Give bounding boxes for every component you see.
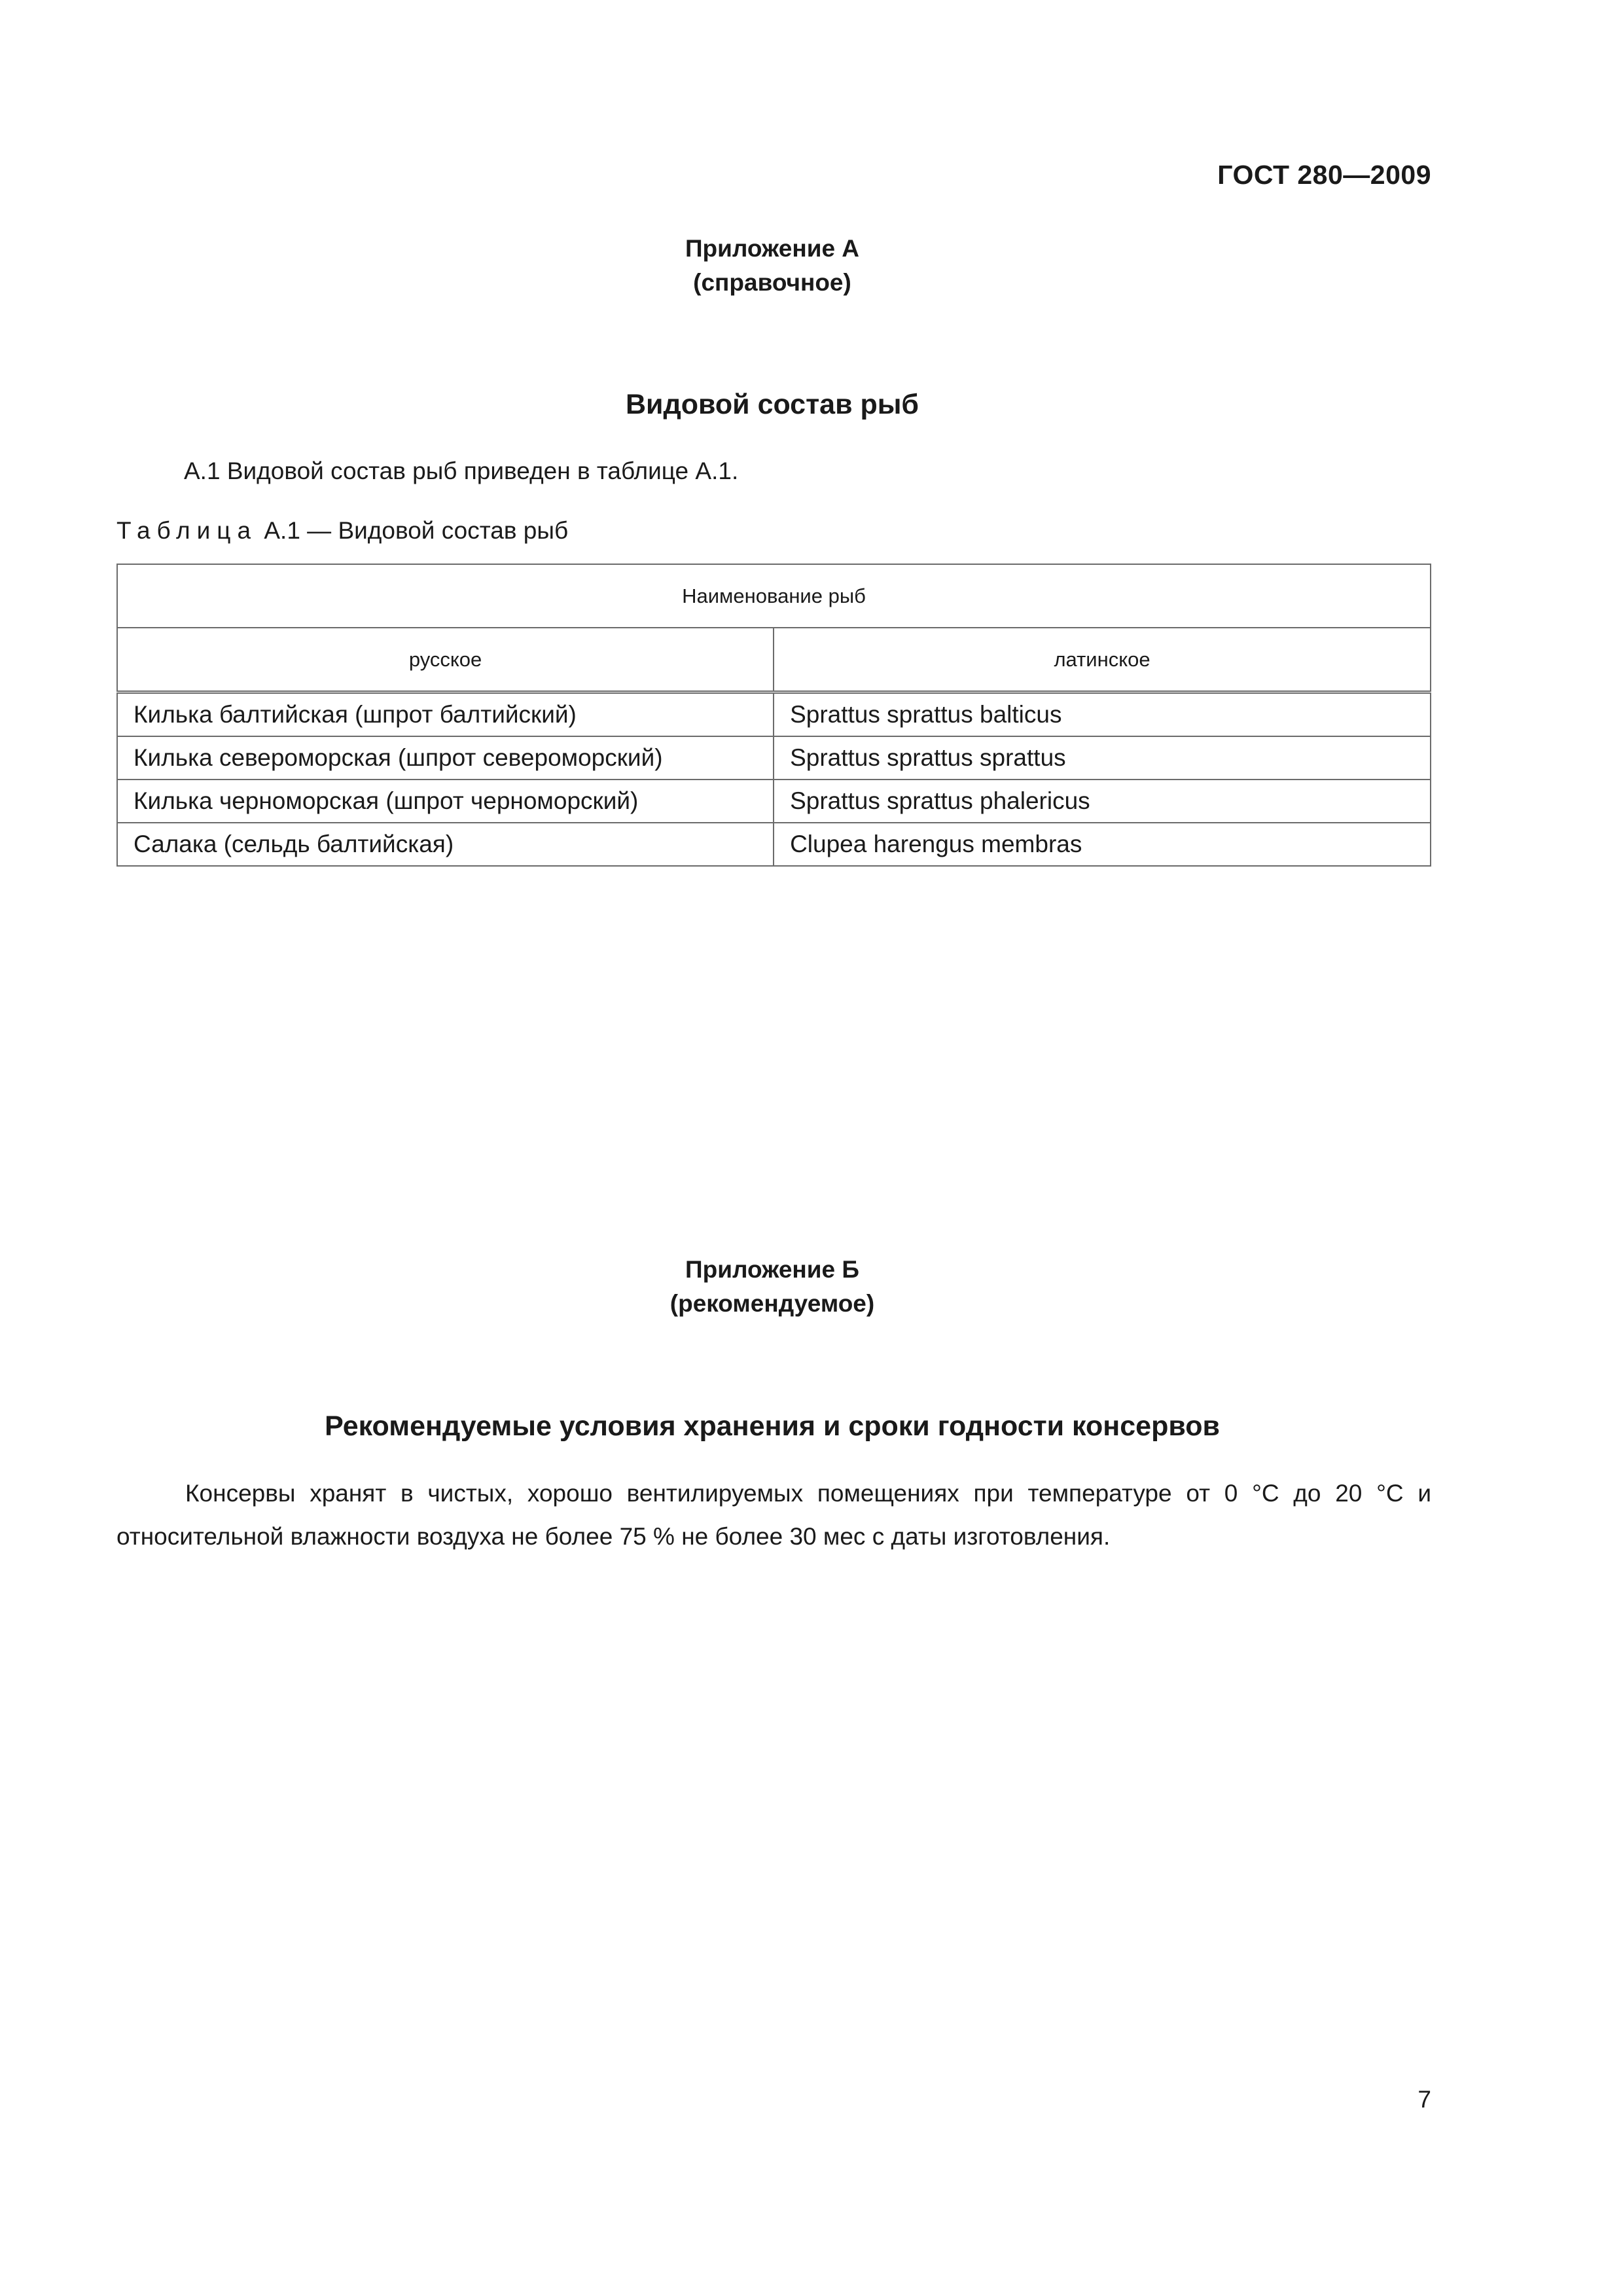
annex-b-paragraph-text: Консервы хранят в чистых, хорошо вентилируемых помещениях при температуре от 0 °С до 20 °С и относительной влажности воздуха не более 75 % не более 30 мес с даты изготовления. (116, 1480, 1431, 1550)
table-row (117, 736, 1431, 780)
table-caption (116, 517, 568, 545)
cell-latin-name: Sprattus sprattus balticus (774, 692, 1431, 737)
table-row (117, 823, 1431, 866)
cell-russian-name: Килька балтийская (шпрот балтийский) (117, 692, 774, 737)
table-column-header-row (117, 628, 1431, 692)
fish-species-table (116, 564, 1431, 867)
cell-latin-name: Sprattus sprattus sprattus (774, 736, 1431, 780)
table-row (117, 780, 1431, 823)
annex-a-label (0, 232, 1544, 300)
column-header-latin: латинское (774, 628, 1431, 692)
annex-b-heading: Рекомендуемые условия хранения и сроки годности консервов (325, 1410, 1220, 1442)
annex-a-status: (справочное) (693, 269, 851, 296)
table-caption-text: А.1 — Видовой состав рыб (257, 517, 569, 544)
annex-a-heading: Видовой состав рыб (626, 389, 919, 420)
cell-latin-name: Sprattus sprattus phalericus (774, 780, 1431, 823)
annex-a-title: Приложение А (685, 235, 860, 262)
table-row (117, 692, 1431, 737)
cell-russian-name: Салака (сельдь балтийская) (117, 823, 774, 866)
table-group-header: Наименование рыб (117, 564, 1431, 628)
cell-russian-name: Килька североморская (шпрот североморский) (117, 736, 774, 780)
column-header-russian: русское (117, 628, 774, 692)
annex-b-status: (рекомендуемое) (669, 1290, 875, 1317)
annex-b-paragraph (116, 1472, 1431, 1558)
cell-latin-name: Clupea harengus membras (774, 823, 1431, 866)
table-group-header-row (117, 564, 1431, 628)
annex-a-paragraph: А.1 Видовой состав рыб приведен в таблице А.1. (184, 457, 739, 484)
table-caption-label: Таблица (116, 517, 258, 544)
cell-russian-name: Килька черноморская (шпрот черноморский) (117, 780, 774, 823)
document-code: ГОСТ 280—2009 (1217, 160, 1431, 190)
annex-b-label (0, 1253, 1544, 1321)
page-number: 7 (1418, 2086, 1431, 2113)
annex-b-title: Приложение Б (685, 1256, 859, 1283)
